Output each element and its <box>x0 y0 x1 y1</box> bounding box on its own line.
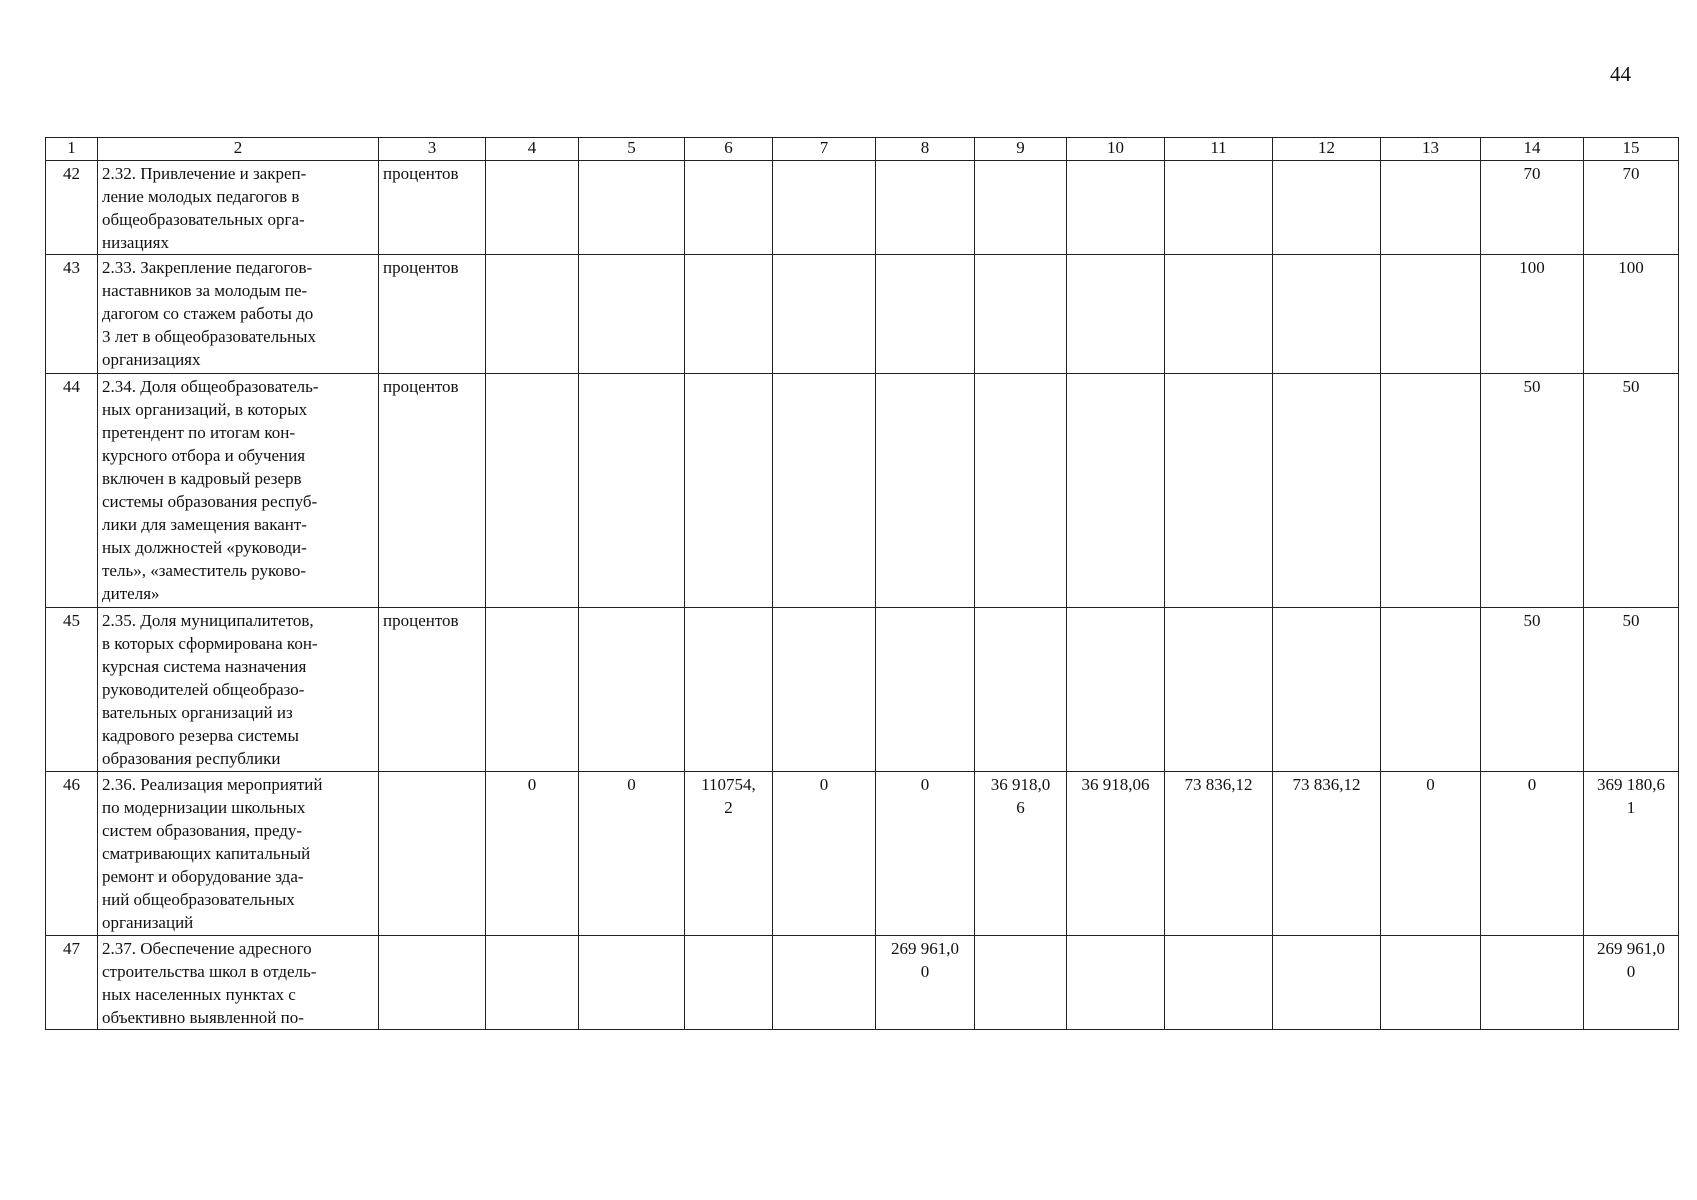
table-row <box>46 772 1679 936</box>
value-cell: 100 <box>1481 255 1584 374</box>
row-number: 44 <box>46 374 98 608</box>
value-cell <box>1381 374 1481 608</box>
value-cell <box>486 255 579 374</box>
value-cell: 0 <box>1481 772 1584 936</box>
value-cell <box>1273 255 1381 374</box>
unit-cell <box>379 772 486 936</box>
header-row <box>46 138 1679 161</box>
table-row <box>46 255 1679 374</box>
value-cell <box>1381 255 1481 374</box>
row-number: 45 <box>46 608 98 772</box>
value-cell <box>1273 608 1381 772</box>
value-cell <box>1273 936 1381 1030</box>
unit-cell <box>379 936 486 1030</box>
value-cell <box>1067 255 1165 374</box>
value-cell: 269 961,0 0 <box>1584 936 1679 1030</box>
value-cell: 50 <box>1481 608 1584 772</box>
value-cell <box>773 936 876 1030</box>
value-cell <box>579 161 685 255</box>
value-cell: 369 180,6 1 <box>1584 772 1679 936</box>
value-cell <box>975 374 1067 608</box>
header-cell: 2 <box>98 138 379 161</box>
value-cell <box>685 255 773 374</box>
row-number: 42 <box>46 161 98 255</box>
value-cell: 0 <box>579 772 685 936</box>
value-cell: 100 <box>1584 255 1679 374</box>
value-cell: 50 <box>1584 608 1679 772</box>
unit-cell: процентов <box>379 255 486 374</box>
indicators-table <box>45 137 1679 1030</box>
value-cell: 0 <box>773 772 876 936</box>
row-number: 46 <box>46 772 98 936</box>
value-cell <box>975 161 1067 255</box>
row-number: 43 <box>46 255 98 374</box>
value-cell <box>1165 374 1273 608</box>
header-cell: 15 <box>1584 138 1679 161</box>
header-cell: 9 <box>975 138 1067 161</box>
value-cell: 36 918,0 6 <box>975 772 1067 936</box>
indicator-name: 2.37. Обеспечение адресного строительства школ в отдель- ных населенных пунктах с объективно выявленной по- <box>98 936 379 1030</box>
header-cell: 12 <box>1273 138 1381 161</box>
row-number: 47 <box>46 936 98 1030</box>
value-cell: 0 <box>486 772 579 936</box>
value-cell <box>876 255 975 374</box>
value-cell <box>773 161 876 255</box>
value-cell <box>579 608 685 772</box>
header-cell: 7 <box>773 138 876 161</box>
value-cell <box>1067 161 1165 255</box>
table-row <box>46 161 1679 255</box>
value-cell <box>1381 608 1481 772</box>
value-cell <box>486 161 579 255</box>
value-cell: 70 <box>1584 161 1679 255</box>
value-cell <box>486 608 579 772</box>
value-cell <box>685 608 773 772</box>
value-cell: 70 <box>1481 161 1584 255</box>
value-cell: 73 836,12 <box>1273 772 1381 936</box>
indicator-name: 2.35. Доля муниципалитетов, в которых сформирована кон- курсная система назначения руководителей общеобразо- вательных организаций из кадрового резерва системы образования республики <box>98 608 379 772</box>
header-cell: 6 <box>685 138 773 161</box>
value-cell: 50 <box>1584 374 1679 608</box>
header-cell: 14 <box>1481 138 1584 161</box>
value-cell: 269 961,0 0 <box>876 936 975 1030</box>
table-row <box>46 374 1679 608</box>
header-cell: 10 <box>1067 138 1165 161</box>
indicator-name: 2.32. Привлечение и закреп- ление молодых педагогов в общеобразовательных орга- низациях <box>98 161 379 255</box>
value-cell <box>876 608 975 772</box>
value-cell <box>486 374 579 608</box>
table-row <box>46 608 1679 772</box>
value-cell <box>1165 936 1273 1030</box>
value-cell <box>975 608 1067 772</box>
value-cell <box>773 608 876 772</box>
value-cell <box>975 936 1067 1030</box>
value-cell <box>876 374 975 608</box>
value-cell <box>486 936 579 1030</box>
value-cell: 110754, 2 <box>685 772 773 936</box>
header-cell: 13 <box>1381 138 1481 161</box>
value-cell <box>579 374 685 608</box>
value-cell <box>685 374 773 608</box>
value-cell <box>579 936 685 1030</box>
value-cell <box>1381 936 1481 1030</box>
value-cell <box>1067 936 1165 1030</box>
value-cell: 0 <box>876 772 975 936</box>
header-cell: 5 <box>579 138 685 161</box>
unit-cell: процентов <box>379 161 486 255</box>
value-cell: 73 836,12 <box>1165 772 1273 936</box>
value-cell: 0 <box>1381 772 1481 936</box>
page-number: 44 <box>1610 62 1631 86</box>
value-cell <box>876 161 975 255</box>
value-cell <box>1165 161 1273 255</box>
value-cell <box>1165 608 1273 772</box>
value-cell <box>685 936 773 1030</box>
value-cell <box>1165 255 1273 374</box>
value-cell <box>975 255 1067 374</box>
indicator-name: 2.34. Доля общеобразователь- ных организаций, в которых претендент по итогам кон- курсного отбора и обучения включен в кадровый резерв системы образования респуб- лики для замещения вакант- ных должностей «руководи- тель», «заместитель руково- дителя» <box>98 374 379 608</box>
header-cell: 4 <box>486 138 579 161</box>
indicator-name: 2.33. Закрепление педагогов- наставников за молодым пе- дагогом со стажем работы до 3 лет в общеобразовательных организациях <box>98 255 379 374</box>
value-cell: 36 918,06 <box>1067 772 1165 936</box>
value-cell <box>1381 161 1481 255</box>
header-cell: 8 <box>876 138 975 161</box>
value-cell <box>773 374 876 608</box>
header-cell: 1 <box>46 138 98 161</box>
value-cell <box>1067 374 1165 608</box>
value-cell <box>1273 161 1381 255</box>
indicator-name: 2.36. Реализация мероприятий по модернизации школьных систем образования, преду- сматривающих капитальный ремонт и оборудование зда- ний общеобразовательных организаций <box>98 772 379 936</box>
unit-cell: процентов <box>379 374 486 608</box>
header-cell: 3 <box>379 138 486 161</box>
unit-cell: процентов <box>379 608 486 772</box>
value-cell <box>1067 608 1165 772</box>
table-row <box>46 936 1679 1030</box>
value-cell <box>773 255 876 374</box>
value-cell <box>685 161 773 255</box>
value-cell <box>1481 936 1584 1030</box>
header-cell: 11 <box>1165 138 1273 161</box>
value-cell: 50 <box>1481 374 1584 608</box>
value-cell <box>1273 374 1381 608</box>
value-cell <box>579 255 685 374</box>
